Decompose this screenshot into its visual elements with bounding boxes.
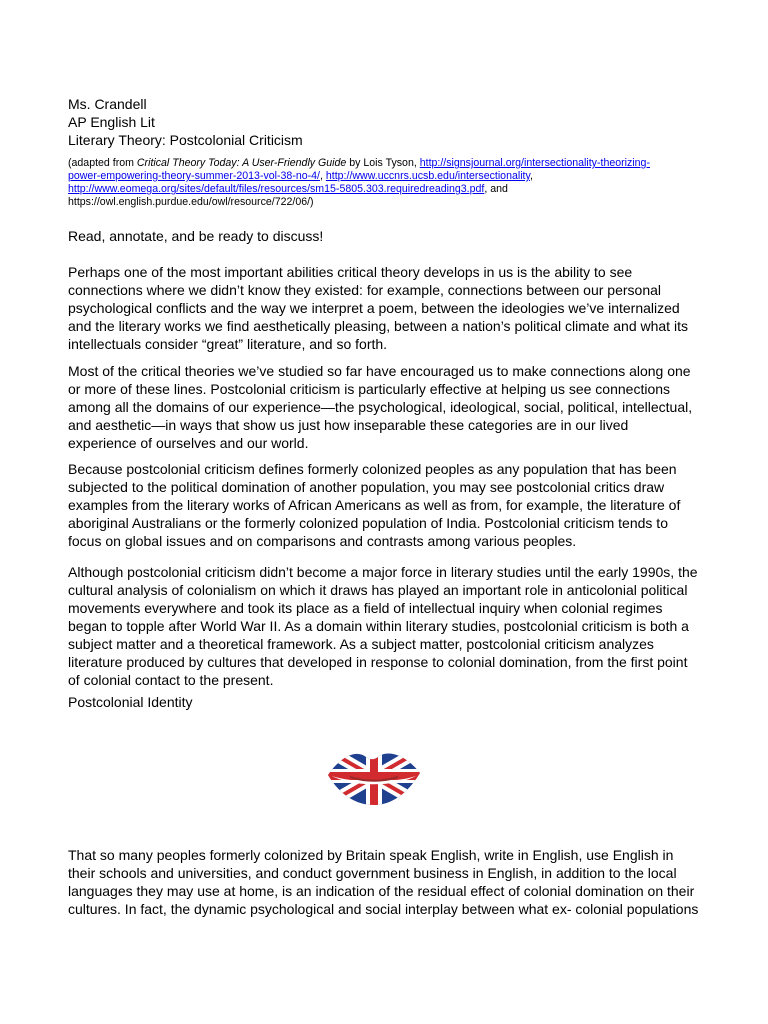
link-signsjournal-cont[interactable]: power-empowering-theory-summer-2013-vol-38-no-4/ [68,170,320,182]
document-title: Literary Theory: Postcolonial Criticism [68,132,303,148]
purdue-owl-reference: https://owl.english.purdue.edu/owl/resource/722/06/) [68,196,314,208]
header [68,95,700,149]
lips-union-jack-image [322,727,426,821]
course-name: AP English Lit [68,114,155,130]
paragraph-2: Most of the critical theories we’ve studied so far have encouraged us to make connections along one or more of these lines. Postcolonial criticism is particularly effective at helping us see connections among all the domains of our experience—the psychological, ideological, social, political, intellectual, and aesthetic—in ways that show us just how inseparable these categories are in our lived experience of ourselves and our world. [68,363,693,451]
section-heading: Postcolonial Identity [68,694,193,710]
paragraph-4: Although postcolonial criticism didn’t become a major force in literary studies until the early 1990s, the cultural analysis of colonialism on which it draws has played an important role in anticolonial political movements everywhere and took its place as a field of intellectual inquiry when colonial regimes began to topple after World War II. As a domain within literary studies, postcolonial criticism is both a subject matter and a theoretical framework. As a subject matter, postcolonial criticism analyzes literature produced by cultures that developed in response to colonial domination, from the first point of colonial contact to the present. [68,564,698,688]
paragraph-1: Perhaps one of the most important abilities critical theory develops in us is the ability to see connections where we didn’t know they existed: for example, connections between our personal psychological conflicts and the way we interpret a poem, between the ideologies we’ve internalized and the literary works we find aesthetically pleasing, between a nation’s political climate and what its intellectuals consider “great” literature, and so forth. [68,264,688,352]
teacher-name: Ms. Crandell [68,96,147,112]
link-eomega[interactable]: http://www.eomega.org/sites/default/files/resources/sm15-5805.303.requiredreading3.pdf [68,183,485,195]
citation: (adapted from Critical Theory Today: A User-Friendly Guide by Lois Tyson, http://signsjournal.org/intersectionality-theorizing- power-empowering-theory-summer-2013-vol-38-no-4/, http://www.uccnrs.ucsb.edu/intersectionality, http://www.eomega.org/sites/default/files/resources/sm15-5805.303.requiredreading3.pdf, and https://owl.english.purdue.edu/owl/resource/722/06/) [68,157,650,208]
link-uccnrs[interactable]: http://www.uccnrs.ucsb.edu/intersectionality [325,170,531,182]
link-signsjournal[interactable]: http://signsjournal.org/intersectionality-theorizing- [419,157,650,169]
paragraph-3: Because postcolonial criticism defines formerly colonized peoples as any population that has been subjected to the political domination of another population, you may see postcolonial critics draw examples from the literary works of African Americans as well as from, for example, the literature of aboriginal Australians or the formerly colonized population of India. Postcolonial criticism tends to focus on global issues and on comparisons and contrasts among various peoples. [68,461,681,549]
book-title: Critical Theory Today: A User-Friendly Guide [136,157,347,169]
instruction-text: Read, annotate, and be ready to discuss! [68,228,324,244]
closing-paragraph: That so many peoples formerly colonized by Britain speak English, write in English, use English in their schools and universities, and conduct government business in English, in addition to the local languages they may use at home, is an indication of the residual effect of colonial domination on their cultures. In fact, the dynamic psychological and social interplay between what ex- colonial populations [68,847,699,917]
